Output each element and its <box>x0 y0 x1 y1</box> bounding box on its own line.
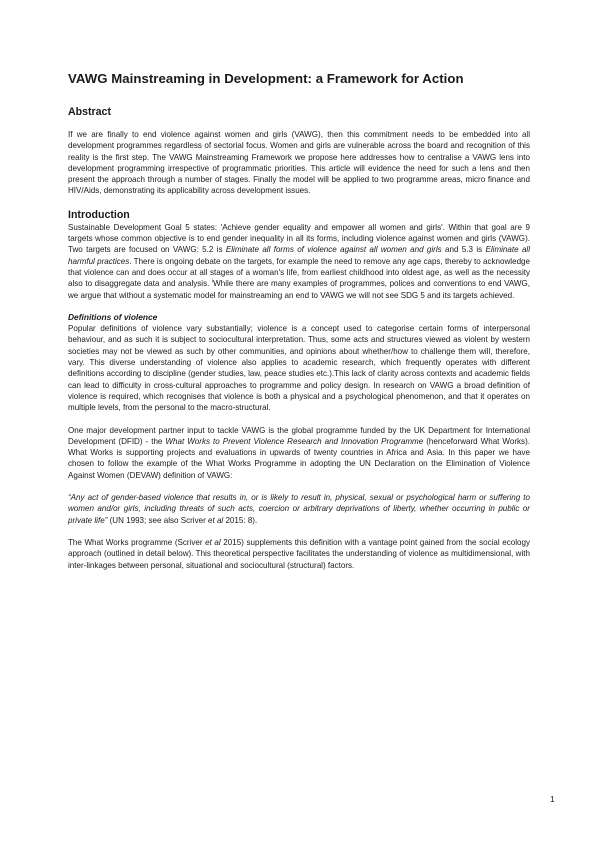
quote-citation-etal: et al <box>208 515 224 525</box>
devaw-definition-quote <box>68 492 530 526</box>
def2-text-1: One major development partner input to tackle VAWG is the global programme funded by the UK Department for International Development (DFID) - the <box>68 425 530 446</box>
def2-text-2: (henceforward What Works). What Works is supporting projects and evaluations in upwards of twenty countries in Africa and Asia. In this paper we have chosen to follow the example of the What Works Programme in adopting the UN Declaration on the Elimination of Violence Against Women (DEVAW) definition of VAWG: <box>68 436 530 480</box>
intro-text-2: and 5.3 is <box>441 245 486 255</box>
def3-text-1: The What Works programme (Scriver <box>68 537 206 547</box>
definitions-paragraph-2 <box>68 425 530 481</box>
abstract-paragraph: If we are finally to end violence against women and girls (VAWG), then this commitment needs to be embedded into all development programmes regardless of sectorial focus. Women and girls are vulnerable across the board and recognition of this reality is the first step. The VAWG Mainstreaming Framework we propose here addresses how to centralise a VAWG lens into development programming irrespective of programmatic priorities. This article will evidence the need for such a lens and then present the approach through a number of stages. Finally the model will be applied to two programme areas, micro finance and HIV/Aids, demonstrating its applicability across development issues. <box>68 130 530 196</box>
abstract-heading: Abstract <box>68 106 111 118</box>
quote-citation-1: (UN 1993; see also Scriver <box>107 515 208 525</box>
document-page <box>68 70 530 571</box>
quote-citation-2: 2015: 8). <box>223 515 258 525</box>
def3-text-2: 2015) supplements this definition with a vantage point gained from the social ecology approach (outlined in detail below). This theoretical perspective facilitates the understanding of violence as multidimensional, with inter-linkages between personal, situational and sociocultural (structural) factors. <box>68 537 530 570</box>
definitions-paragraph-3 <box>68 537 530 571</box>
intro-text-4: While there are many examples of programmes, polices and conventions to end VAWG, we argue that without a systematic model for mainstreaming an end to VAWG we will not see SDG 5 and its targets achieved. <box>68 279 530 300</box>
def3-etal: et al <box>205 537 221 547</box>
intro-target-5-2: Eliminate all forms of violence against all women and girls <box>225 245 442 255</box>
definitions-paragraph-1: Popular definitions of violence vary substantially; violence is a concept used to categorise certain forms of interpersonal behaviour, and as such it is subject to sociocultural interpretation. Thus, some acts and structures viewed as violent by western societies may not be viewed as such by other communities, and opinions about whether/how to challenge them will, therefore, vary. This diverse understanding of violence also applies to academic research, which frequently operates with different definitions according to discipline (gender studies, law, peace studies etc.).This lack of clarity across contexts and academic fields can lead to difficulty in cross-cultural approaches to programme and policy design. In research on VAWG a broad definition of violence is required, which recognises that violence is both a physical and a psychological phenomenon, and that it operates on multiple levels, from the personal to the macro-structural. <box>68 324 530 413</box>
intro-text-3: . There is ongoing debate on the targets, for example the need to remove any age caps, thereby to acknowledge that violence can and does occur at all stages of a woman's life, from earliest childhood into oldest age, as well as the necessity also to disaggregate data and analysis. <box>68 256 530 289</box>
quote-text: “Any act of gender-based violence that results in, or is likely to result in, physical, sexual or psychological harm or suffering to women and/or girls, including threats of such acts, coercion or arbitrary deprivations of liberty, whether occurring in public or private life” <box>68 493 530 525</box>
footnote-marker[interactable]: i <box>211 278 214 285</box>
introduction-heading: Introduction <box>68 208 130 221</box>
document-title: VAWG Mainstreaming in Development: a Framework for Action <box>68 71 464 86</box>
intro-text-1: Sustainable Development Goal 5 states: 'Achieve gender equality and empower all women and girls'. Within that goal are 9 targets whose common objective is to end gender inequality in all its forms, including violence against women and girls (VAWG). Two targets are focused on VAWG: 5.2 is <box>68 222 530 255</box>
intro-target-5-3: Eliminate all harmful practices <box>68 245 530 266</box>
page-number: 1 <box>550 794 555 804</box>
introduction-paragraph <box>68 222 530 301</box>
programme-name: What Works to Prevent Violence Research and Innovation Programme <box>165 436 424 446</box>
definitions-heading: Definitions of violence <box>68 311 158 322</box>
